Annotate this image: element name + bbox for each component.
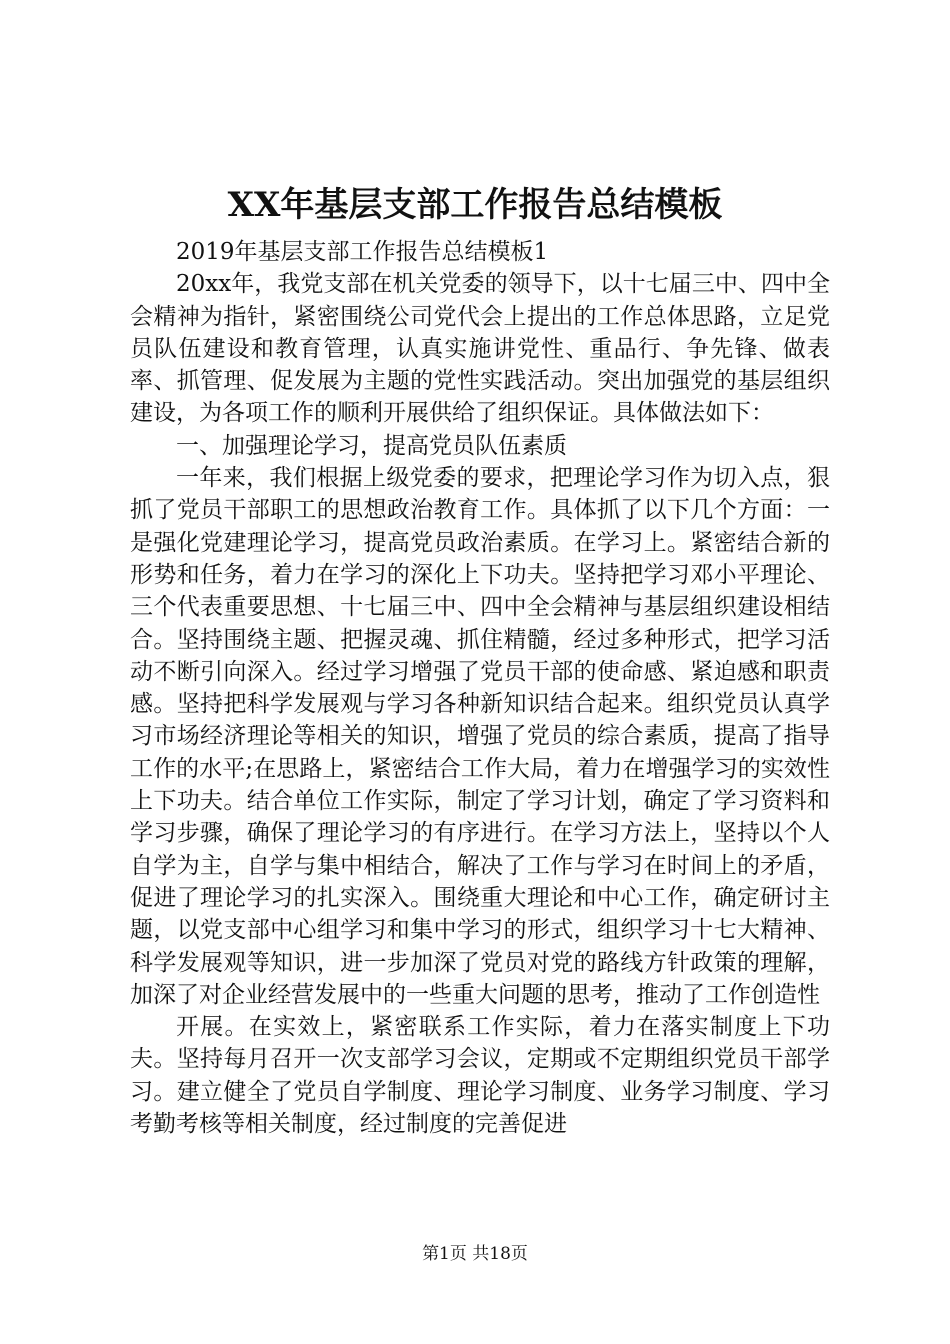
paragraph-intro: 20xx年，我党支部在机关党委的领导下，以十七届三中、四中全会精神为指针，紧密围绕公司党代会上提出的工作总体思路，立足党员队伍建设和教育管理，认真实施讲党性、重品行、争先锋、做表率、抓管理、促发展为主题的党性实践活动。突出加强党的基层组织建设，为各项工作的顺利开展供给了组织保证。具体做法如下：	[130, 271, 830, 427]
paragraph-continuation: 开展。在实效上，紧密联系工作实际，着力在落实制度上下功夫。坚持每月召开一次支部学习会议，定期或不定期组织党员干部学习。建立健全了党员自学制度、理论学习制度、业务学习制度、学习考勤考核等相关制度，经过制度的完善促进	[130, 1014, 830, 1138]
paragraph-theory-study: 一年来，我们根据上级党委的要求，把理论学习作为切入点，狠抓了党员干部职工的思想政治教育工作。具体抓了以下几个方面：一是强化党建理论学习，提高党员政治素质。在学习上。紧密结合新的形势和任务，着力在学习的深化上下功夫。坚持把学习邓小平理论、三个代表重要思想、十七届三中、四中全会精神与基层组织建设相结合。坚持围绕主题、把握灵魂、抓住精髓，经过多种形式，把学习活动不断引向深入。经过学习增强了党员干部的使命感、紧迫感和职责感。坚持把科学发展观与学习各种新知识结合起来。组织党员认真学习市场经济理论等相关的知识，增强了党员的综合素质，提高了指导工作的水平;在思路上，紧密结合工作大局，着力在增强学习的实效性上下功夫。结合单位工作实际，制定了学习计划，确定了学习资料和学习步骤，确保了理论学习的有序进行。在学习方法上，坚持以个人自学为主，自学与集中相结合，解决了工作与学习在时间上的矛盾，促进了理论学习的扎实深入。围绕重大理论和中心工作，确定研讨主题，以党支部中心组学习和集中学习的形式，组织学习十七大精神、科学发展观等知识，进一步加深了党员对党的路线方针政策的理解，加深了对企业经营发展中的一些重大问题的思考，推动了工作创造性	[130, 465, 830, 1008]
page-total: 共18页	[472, 1244, 528, 1264]
paragraph-subtitle: 2019年基层支部工作报告总结模板1	[176, 239, 549, 265]
document-body	[130, 236, 830, 1140]
document-title: XX年基层支部工作报告总结模板	[227, 185, 723, 225]
page-footer	[0, 1242, 950, 1266]
section-heading: 一、加强理论学习，提高党员队伍素质	[176, 432, 567, 459]
page-number: 第1页	[422, 1244, 467, 1264]
